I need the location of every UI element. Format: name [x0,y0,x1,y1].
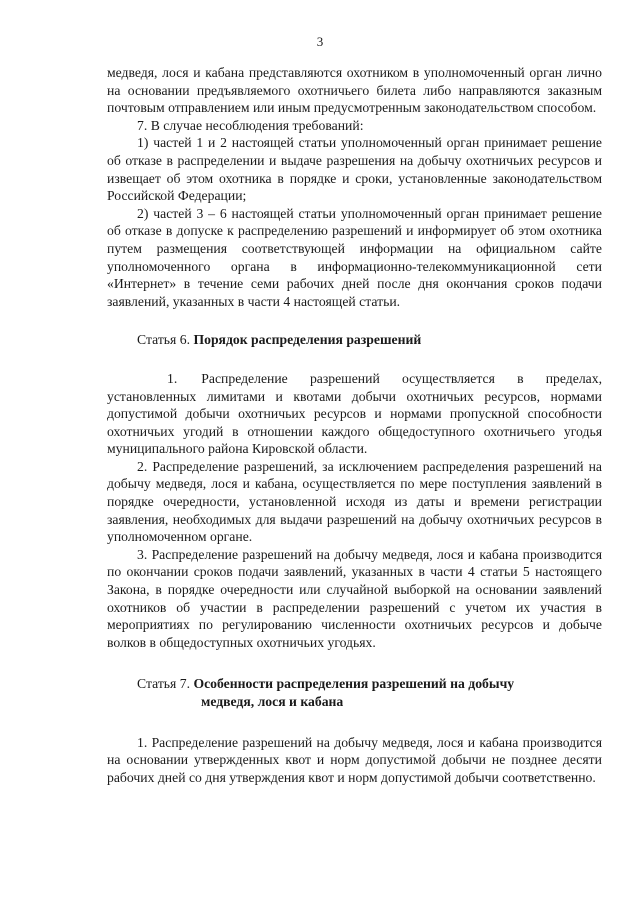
item-7-sub-2: 2) частей 3 – 6 настоящей статьи уполномоченный орган принимает решение об отказе в допуске к распределению разрешений и информирует об этом охотника путем размещения соответствующей информации на официальном сайте уполномоченного органа в информационно-телекоммуникационной сети «Интернет» в течение семи рабочих дней после дня окончания сроков подачи заявлений, указанных в части 4 настоящей статьи. [107,205,602,309]
article-7-paragraph-1: 1. Распределение разрешений на добычу медведя, лося и кабана производится на основании утвержденных квот и норм допустимой добычи не позднее десяти рабочих дней со дня утверждения квот и норм допустимой добычи соответственно. [107,734,602,785]
article-6-title: Порядок распределения разрешений [193,332,422,348]
article-6-paragraph-1 [107,370,602,458]
article-6-paragraph-1-number: 1. [167,370,178,386]
article-6-paragraph-2: 2. Распределение разрешений, за исключением распределения разрешений на добычу медведя, лося и кабана, осуществляется по мере поступления заявлений в порядке очередности, установленной исходя из даты и времени регистрации заявления, необходимых для выдачи разрешений на добычу охотничьих ресурсов в уполномоченном органе. [107,458,602,545]
page-number: 3 [316,34,324,49]
article-7-heading [107,675,602,710]
intro-paragraph: медведя, лося и кабана представляются охотником в уполномоченный орган лично на основании предъявляемого охотничьего билета либо направляются заказным почтовым отправлением или иным предусмотренным законодательством способом. [107,65,602,116]
article-6-paragraph-1-text: Распределение разрешений осуществляется в пределах, установленных лимитами и квотами добычи охотничьих ресурсов, нормами допустимой добычи охотничьих ресурсов и нормами пропускной способности охотничьих угодий в отношении каждого общедоступного охотничьего угодья муниципального района Кировской области. [107,370,602,457]
article-6-paragraph-3: 3. Распределение разрешений на добычу медведя, лося и кабана производится по окончании сроков подачи заявлений, указанных в части 4 статьи 5 настоящего Закона, в порядке очередности или случайной выборкой на основании заявлений охотников об участии в распределении разрешений с учетом их участия в мероприятиях по регулированию численности охотничьих ресурсов и добыче волков в общедоступных охотничьих угодьях. [107,546,602,650]
document-body [107,64,602,786]
article-7-title-line-1: Особенности распределения разрешений на добычу [193,676,515,692]
article-7-prefix: Статья 7. [137,676,191,692]
article-6-prefix: Статья 6. [137,332,191,348]
item-7-lead: 7. В случае несоблюдения требований: [137,117,364,133]
article-6-heading [107,331,602,349]
article-7-title-line-2: медведя, лося и кабана [201,694,344,709]
item-7-sub-1: 1) частей 1 и 2 настоящей статьи уполномоченный орган принимает решение об отказе в распределении и выдаче разрешения на добычу охотничьих ресурсов и извещает об этом охотника в порядке и сроки, установленные законодательством Российской Федерации; [107,135,602,204]
